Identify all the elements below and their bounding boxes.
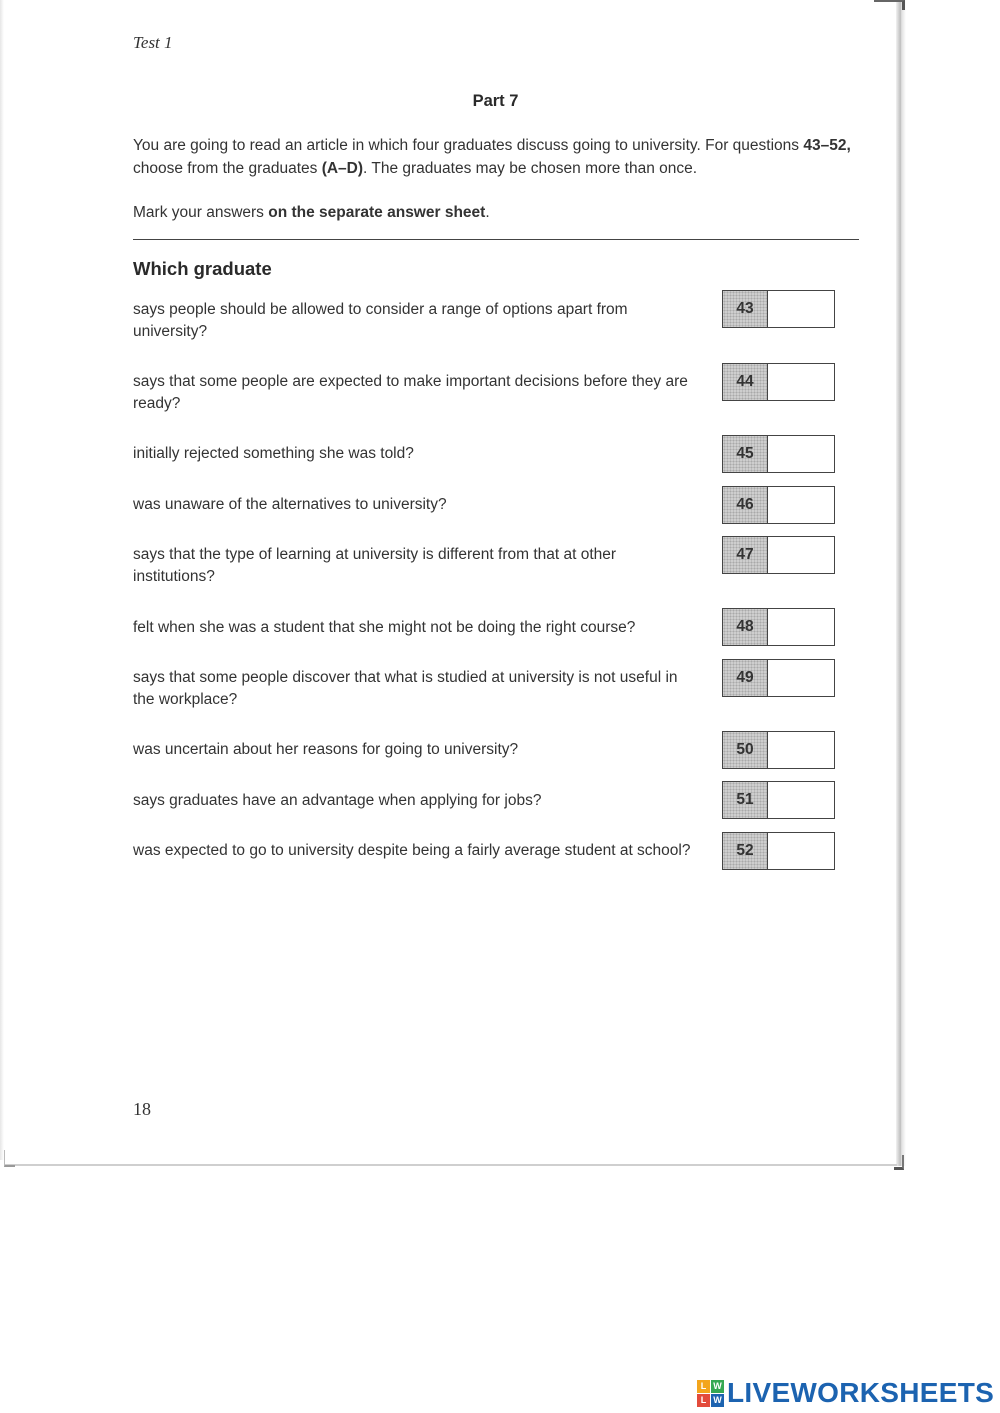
answer-sheet-note-end: . [485,204,490,221]
answer-field[interactable] [768,833,834,869]
liveworksheets-logo-icon [697,1380,724,1407]
answer-field[interactable] [768,291,834,327]
question-number: 52 [723,833,768,869]
answer-box [722,659,835,697]
instructions-text: You are going to read an article in which four graduates discuss going to university. For questions [133,137,804,154]
part-title: Part 7 [472,92,519,110]
question-text: felt when she was a student that she might not be doing the right course? [133,619,636,636]
scan-bottom-mark [894,1155,904,1170]
answer-field[interactable] [768,732,834,768]
section-heading: Which graduate [133,258,272,279]
instructions [133,135,868,225]
answer-box [722,731,835,769]
answer-field[interactable] [768,436,834,472]
question-number: 50 [723,732,768,768]
watermark-text: LIVEWORKSHEETS [727,1377,995,1408]
answer-box [722,536,835,574]
question-range: 43–52, [803,137,851,154]
question-text: says people should be allowed to consider a range of options apart from university? [133,301,628,340]
scan-left-edge [0,0,4,1160]
question-number: 46 [723,487,768,523]
question-number: 51 [723,782,768,818]
answer-sheet-note-text: Mark your answers [133,204,269,221]
answer-field[interactable] [768,609,834,645]
scan-corner-mark [4,1150,15,1167]
instructions-text: . The graduates may be chosen more than once. [363,159,698,177]
question-number: 45 [723,436,768,472]
answer-box [722,435,835,473]
logo-tile: L [697,1394,710,1407]
scan-bottom-edge [4,1164,897,1166]
instructions-text: choose from the graduates [133,159,322,177]
answer-box [722,363,835,401]
answer-box [722,290,835,328]
answer-field[interactable] [768,364,834,400]
question-number: 47 [723,537,768,573]
answer-box [722,832,835,870]
liveworksheets-watermark [697,1376,994,1410]
running-head: Test 1 [133,33,173,52]
answer-box [722,781,835,819]
question-text: says that some people are expected to make important decisions before they are ready? [133,373,688,412]
logo-tile: L [697,1380,710,1393]
answer-sheet-emphasis: on the separate answer sheet [268,204,486,221]
question-text: was expected to go to university despite being a fairly average student at school? [133,842,691,859]
scan-top-mark [874,0,905,10]
scan-right-edge [896,0,906,1166]
answer-box [722,608,835,646]
question-text: says that the type of learning at university is different from that at other institutions? [133,546,617,585]
question-text: initially rejected something she was told? [133,445,414,462]
answer-field[interactable] [768,782,834,818]
page-number: 18 [133,1099,151,1119]
logo-tile: W [711,1380,724,1393]
section-divider [133,239,859,240]
graduate-letters: (A–D) [321,159,364,177]
answer-box [722,486,835,524]
answer-field[interactable] [768,487,834,523]
question-text: says graduates have an advantage when applying for jobs? [133,792,542,809]
question-number: 49 [723,660,768,696]
answer-field[interactable] [768,660,834,696]
logo-tile: W [711,1394,724,1407]
answer-sheet-note [133,202,868,225]
question-text: was unaware of the alternatives to university? [133,496,447,513]
question-text: was uncertain about her reasons for going to university? [133,741,519,758]
instructions-paragraph [133,135,868,180]
question-number: 48 [723,609,768,645]
question-text: says that some people discover that what is studied at university is not useful in the workplace? [133,669,678,708]
answer-field[interactable] [768,537,834,573]
question-number: 44 [723,364,768,400]
question-number: 43 [723,291,768,327]
